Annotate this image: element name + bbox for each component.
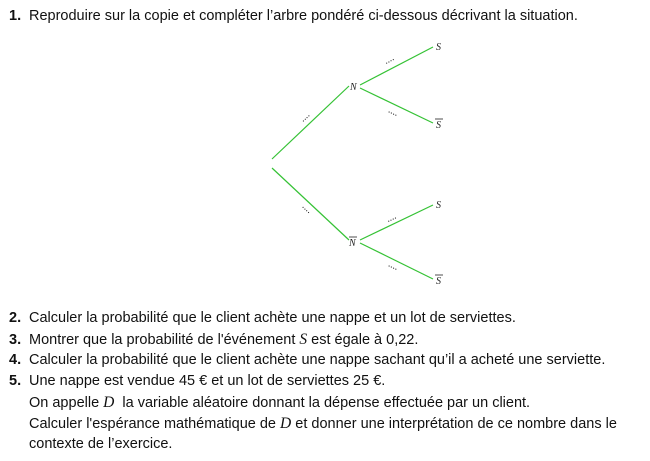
question-number: 5.: [9, 373, 22, 389]
question-5-line-4: [29, 436, 172, 452]
prob-placeholder-Nbar-Sbar: ....: [386, 258, 401, 273]
question-number: 3.: [9, 332, 22, 348]
question-text: Reproduire sur la copie et compléter l’arbre pondéré ci-dessous décrivant la situation.: [29, 8, 578, 24]
prob-placeholder-N-S: ....: [382, 52, 397, 67]
question-5: [9, 373, 385, 389]
branch-root-N: [272, 86, 349, 159]
question-2: [9, 310, 516, 326]
question-number: 4.: [9, 352, 22, 368]
question-text-post: est égale à 0,22.: [307, 332, 419, 348]
branch-N-Sbar: [360, 88, 433, 123]
question-text: Une nappe est vendue 45 € et un lot de serviettes 25 €.: [29, 373, 386, 389]
question-number: 2.: [9, 310, 22, 326]
line-text-post: la variable aléatoire donnant la dépense effectuée par un client.: [114, 395, 531, 411]
question-text: Calculer la probabilité que le client achète une nappe sachant qu’il a acheté une serviette.: [29, 352, 606, 368]
leaf-Sbar-label: S: [436, 120, 441, 131]
prob-placeholder-N: ....: [297, 109, 313, 125]
question-4: [9, 352, 605, 368]
line-text-pre: On appelle: [29, 395, 104, 411]
question-5-line-2: [29, 394, 530, 412]
prob-placeholder-N-Sbar: ....: [386, 104, 401, 119]
node-N-label: N: [350, 82, 357, 93]
variable-D: D: [280, 415, 292, 432]
leaf-Sbar-label: S: [436, 276, 441, 287]
branch-N-S: [360, 47, 433, 85]
question-text: Calculer la probabilité que le client achète une nappe et un lot de serviettes.: [29, 310, 516, 326]
prob-placeholder-Nbar: ....: [299, 201, 315, 217]
question-3: [9, 331, 418, 349]
question-number: 1.: [9, 8, 22, 24]
variable-S: S: [299, 331, 308, 348]
branch-Nbar-S: [360, 205, 433, 240]
question-5-line-3: [29, 415, 617, 433]
prob-placeholder-Nbar-S: ....: [384, 210, 399, 225]
variable-D: D: [103, 394, 115, 411]
line-text-pre: Calculer l'espérance mathématique de: [29, 416, 281, 432]
leaf-S-label: S: [436, 42, 441, 53]
line-text-post: et donner une interprétation de ce nombre dans le: [291, 416, 617, 432]
leaf-S-label: S: [436, 200, 441, 211]
node-Nbar-label: N: [349, 238, 356, 249]
line-text: contexte de l’exercice.: [29, 436, 173, 452]
question-text-pre: Montrer que la probabilité de l'événement: [29, 332, 300, 348]
